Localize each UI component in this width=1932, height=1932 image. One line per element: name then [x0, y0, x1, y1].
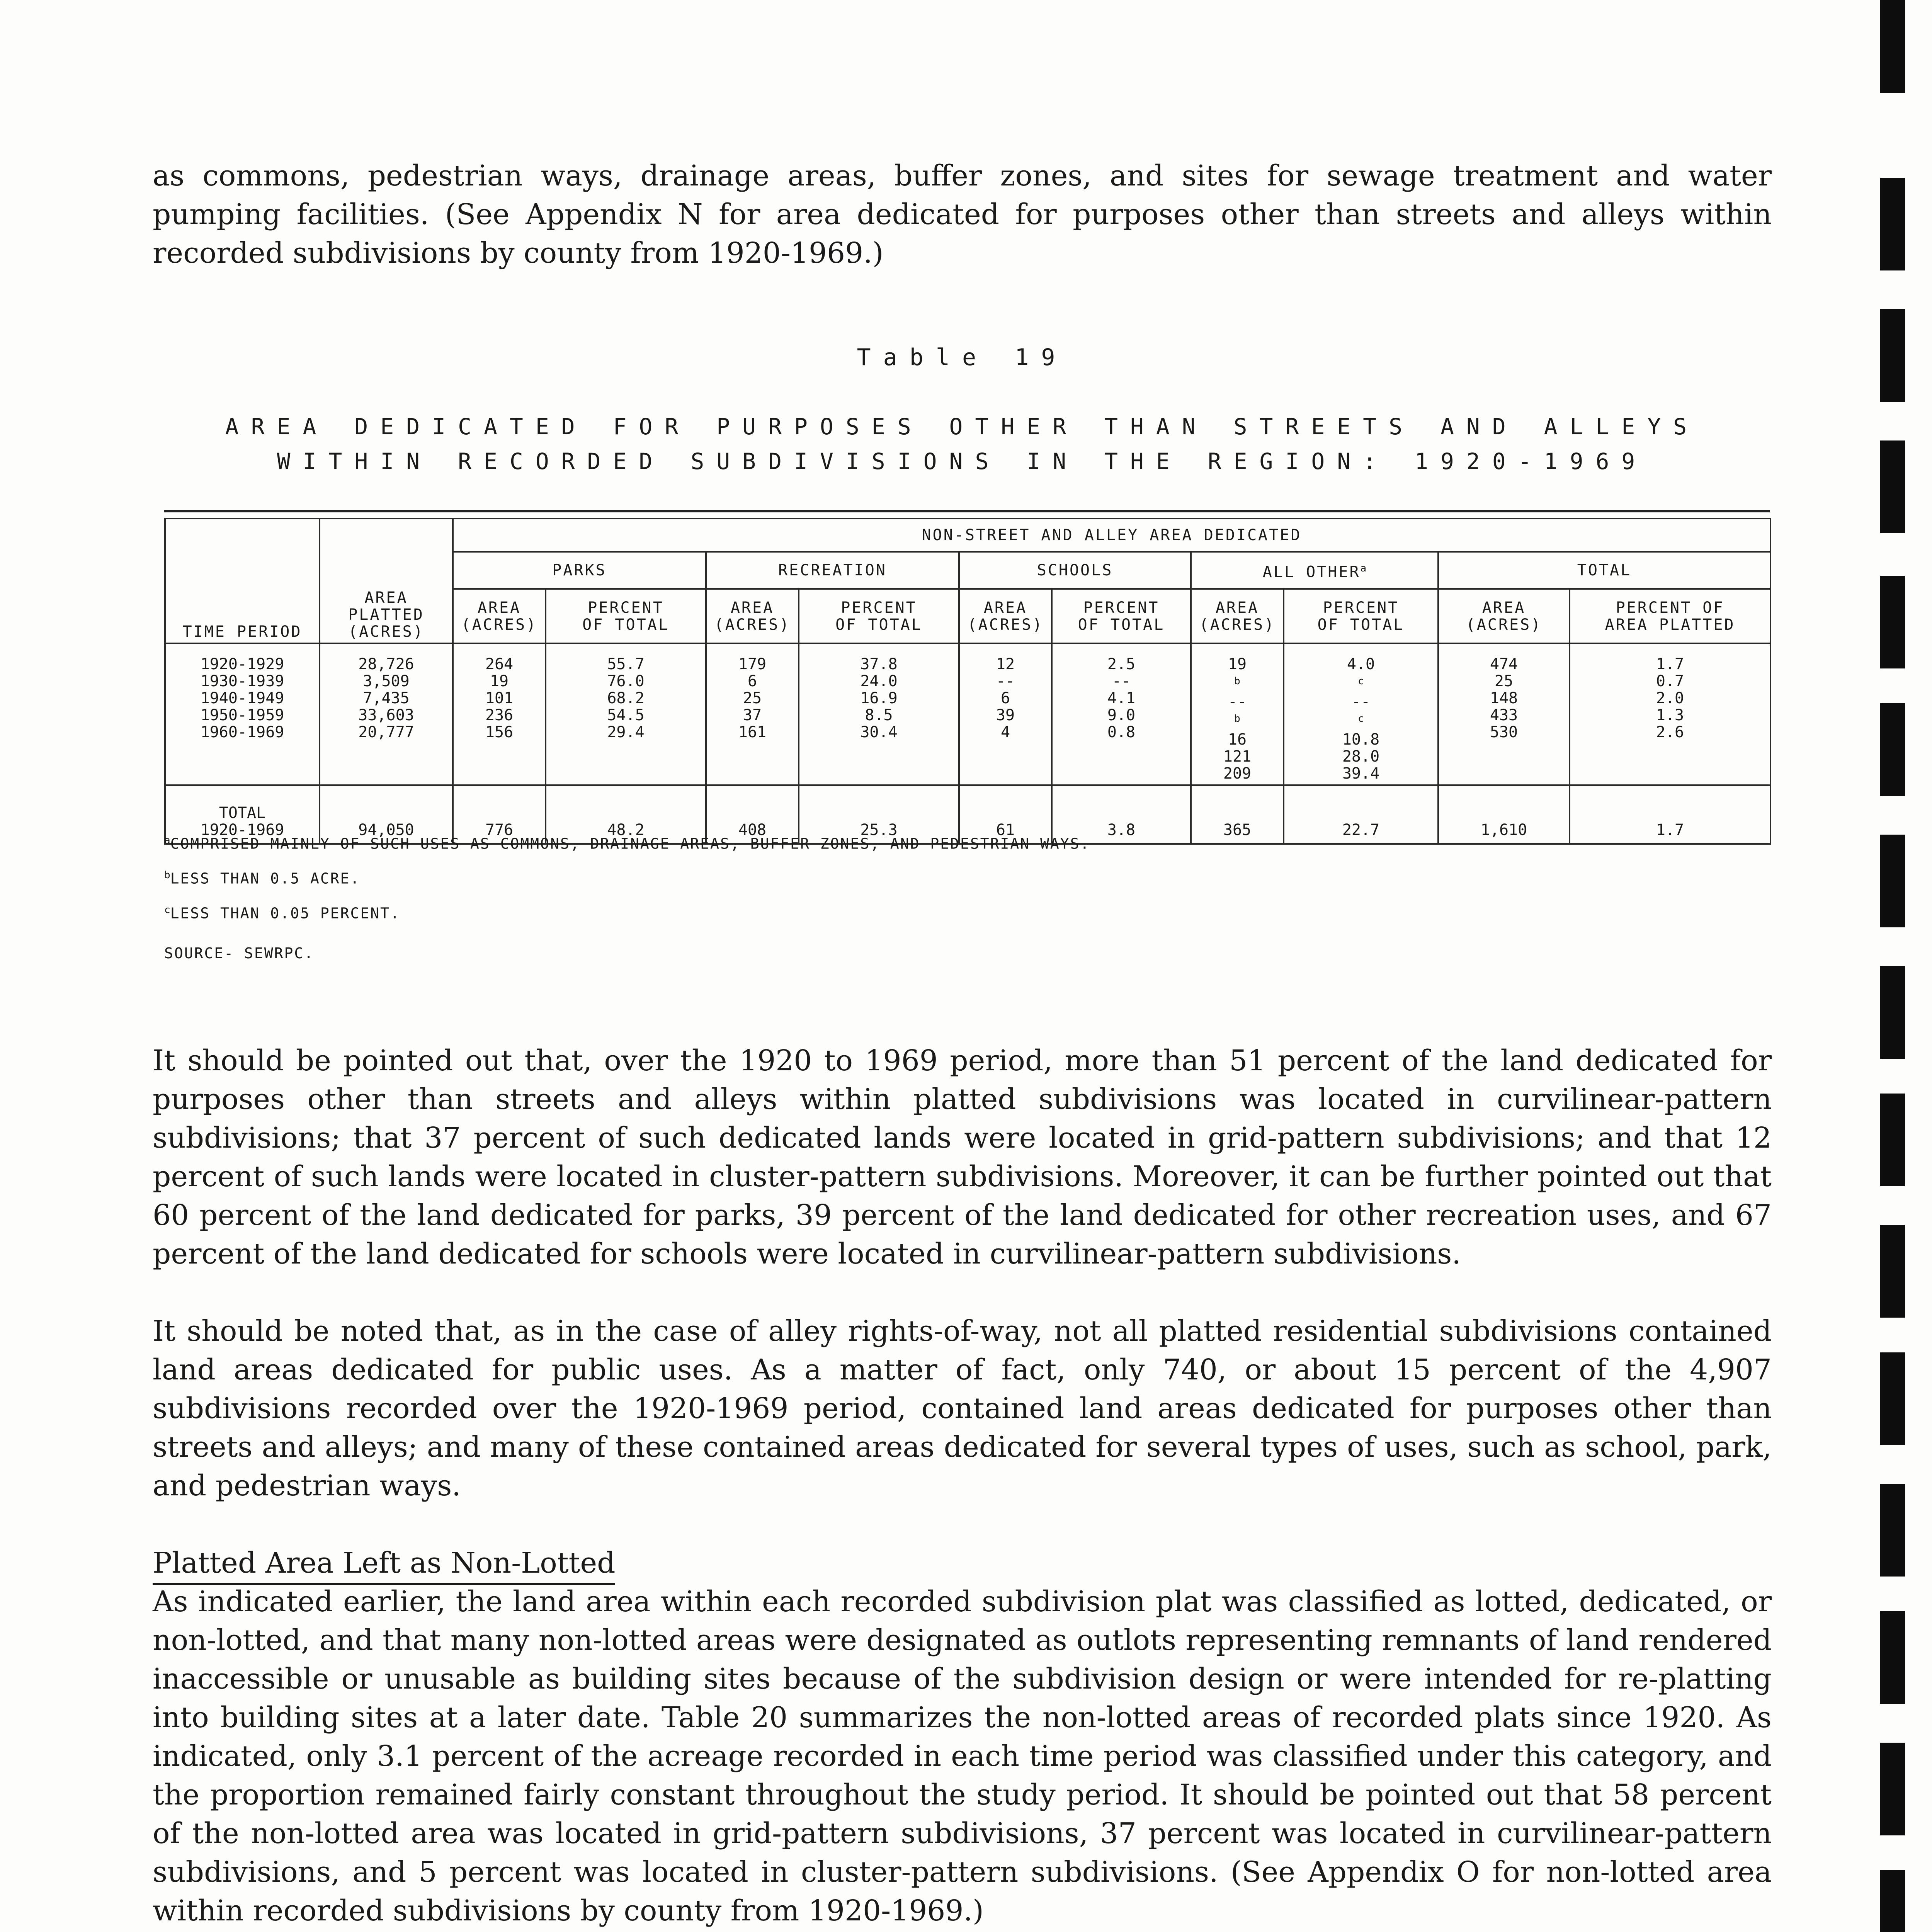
registration-mark — [1880, 1225, 1905, 1318]
col-schools-area: 12 -- 6 39 4 — [959, 643, 1052, 785]
registration-mark — [1880, 966, 1905, 1059]
col-total-percent: 1.7 0.7 2.0 1.3 2.6 — [1570, 643, 1770, 785]
header-recreation-percent: PERCENT OF TOTAL — [799, 589, 959, 643]
total-platted: 94,050 — [320, 785, 453, 844]
registration-mark — [1880, 178, 1905, 270]
data-table — [164, 518, 1771, 845]
total-schools-area: 61 — [959, 785, 1052, 844]
scan-registration-marks — [1880, 0, 1911, 1932]
header-parks-percent: PERCENT OF TOTAL — [546, 589, 706, 643]
footnote-c: $^c$LESS THAN 0.05 PERCENT. — [164, 904, 400, 922]
total-schools-percent: 3.8 — [1052, 785, 1191, 844]
header-schools: SCHOOLS — [959, 552, 1191, 589]
col-other-percent: 4.0 $^c$ -- $^c$ 10.8 28.0 39.4 — [1284, 643, 1438, 785]
registration-mark — [1880, 835, 1905, 927]
header-parks-area: AREA (ACRES) — [453, 589, 546, 643]
section-heading-platted-area: Platted Area Left as Non-Lotted — [153, 1544, 615, 1585]
header-time-period: TIME PERIOD — [165, 519, 320, 643]
registration-mark — [1880, 576, 1905, 668]
header-all-other: ALL OTHER$^a$ — [1191, 552, 1438, 589]
total-label: TOTAL 1920-1969 — [165, 785, 320, 844]
col-other-area: 19 $^b$ -- $^b$ 16 121 209 — [1191, 643, 1284, 785]
table-caption: Table 19 — [857, 344, 1068, 371]
total-parks-percent: 48.2 — [546, 785, 706, 844]
header-schools-area: AREA (ACRES) — [959, 589, 1052, 643]
total-other-percent: 22.7 — [1284, 785, 1438, 844]
col-schools-percent: 2.5 -- 4.1 9.0 0.8 — [1052, 643, 1191, 785]
header-total-area: AREA (ACRES) — [1438, 589, 1570, 643]
col-parks-area: 264 19 101 236 156 — [453, 643, 546, 785]
paragraph-1: as commons, pedestrian ways, drainage areas, buffer zones, and sites for sewage treatment and water pumping facilities. (See Appendix N for area dedicated for purposes other than streets and alleys within recorded subdivisions by county from 1920-1969.) — [153, 159, 1772, 270]
table-source: SOURCE- SEWRPC. — [164, 945, 315, 962]
col-recreation-area: 179 6 25 37 161 — [706, 643, 799, 785]
table-body-row — [165, 643, 1770, 785]
table-title-line-1: AREA DEDICATED FOR PURPOSES OTHER THAN STREETS AND ALLEYS — [225, 413, 1699, 440]
header-other-area: AREA (ACRES) — [1191, 589, 1284, 643]
col-parks-percent: 55.7 76.0 68.2 54.5 29.4 — [546, 643, 706, 785]
registration-mark — [1880, 440, 1905, 533]
header-recreation-area: AREA (ACRES) — [706, 589, 799, 643]
registration-mark — [1880, 1743, 1905, 1835]
header-other-percent: PERCENT OF TOTAL — [1284, 589, 1438, 643]
registration-mark — [1880, 703, 1905, 796]
header-schools-percent: PERCENT OF TOTAL — [1052, 589, 1191, 643]
col-recreation-percent: 37.8 24.0 16.9 8.5 30.4 — [799, 643, 959, 785]
header-total-percent: PERCENT OF AREA PLATTED — [1570, 589, 1770, 643]
header-total: TOTAL — [1438, 552, 1770, 589]
registration-mark — [1880, 1352, 1905, 1445]
total-parks-area: 776 — [453, 785, 546, 844]
footnote-b: $^b$LESS THAN 0.5 ACRE. — [164, 869, 361, 887]
header-non-street-group: NON-STREET AND ALLEY AREA DEDICATED — [453, 519, 1770, 552]
header-recreation: RECREATION — [706, 552, 959, 589]
registration-mark — [1880, 0, 1905, 93]
paragraph-3: It should be noted that, as in the case of alley rights-of-way, not all platted residential subdivisions contained land areas dedicated for public uses. As a matter of fact, only 740, or about 15 percent of the 4,907 subdivisions recorded over the 1920-1969 period, contained land areas dedicated for purposes other than streets and alleys; and many of these contained areas dedicated for several types of uses, such as school, park, and pedestrian ways. — [153, 1315, 1772, 1502]
registration-mark — [1880, 1484, 1905, 1577]
col-total-area: 474 25 148 433 530 — [1438, 643, 1570, 785]
total-total-percent: 1.7 — [1570, 785, 1770, 844]
paragraph-2: It should be pointed out that, over the 1920 to 1969 period, more than 51 percent of the land dedicated for purposes other than streets and alleys within platted subdivisions was located in curvilinear-pattern subdivisions; that 37 percent of such dedicated lands were located in grid-pattern subdivisions; and that 12 percent of such lands were located in cluster-pattern subdivisions. Moreover, it can be further pointed out that 60 percent of the land dedicated for parks, 39 percent of the land dedicated for other recreation uses, and 67 percent of the land dedicated for schools were located in curvilinear-pattern subdivisions. — [153, 1044, 1772, 1270]
table-top-rule — [164, 510, 1770, 512]
col-time-period: 1920-1929 1930-1939 1940-1949 1950-1959 1960-1969 — [165, 643, 320, 785]
registration-mark — [1880, 1611, 1905, 1704]
footnote-a: $^a$COMPRISED MAINLY OF SUCH USES AS COMMONS, DRAINAGE AREAS, BUFFER ZONES, AND PEDESTRIAN WAYS. — [164, 835, 1090, 852]
table-title-line-2: WITHIN RECORDED SUBDIVISIONS IN THE REGION: 1920-1969 — [277, 448, 1648, 474]
total-recreation-area: 408 — [706, 785, 799, 844]
registration-mark — [1880, 1094, 1905, 1186]
registration-mark — [1880, 1870, 1905, 1932]
registration-mark — [1880, 309, 1905, 402]
header-area-platted: AREA PLATTED (ACRES) — [320, 519, 453, 643]
total-recreation-percent: 25.3 — [799, 785, 959, 844]
header-parks: PARKS — [453, 552, 706, 589]
col-area-platted: 28,726 3,509 7,435 33,603 20,777 — [320, 643, 453, 785]
total-other-area: 365 — [1191, 785, 1284, 844]
total-total-area: 1,610 — [1438, 785, 1570, 844]
paragraph-4: As indicated earlier, the land area within each recorded subdivision plat was classified as lotted, dedicated, or non-lotted, and that many non-lotted areas were designated as outlots representing remnants of land rendered inaccessible or unusable as building sites because of the subdivision design or were intended for re-platting into building sites at a later date. Table 20 summarizes the non-lotted areas of recorded plats since 1920. As indicated, only 3.1 percent of the acreage recorded in each time period was classified under this category, and the proportion remained fairly constant throughout the study period. It should be pointed out that 58 percent of the non-lotted area was located in grid-pattern subdivisions, 37 percent was located in curvilinear-pattern subdivisions, and 5 percent was located in cluster-pattern subdivisions. (See Appendix O for non-lotted area within recorded subdivisions by county from 1920-1969.) — [153, 1585, 1772, 1927]
